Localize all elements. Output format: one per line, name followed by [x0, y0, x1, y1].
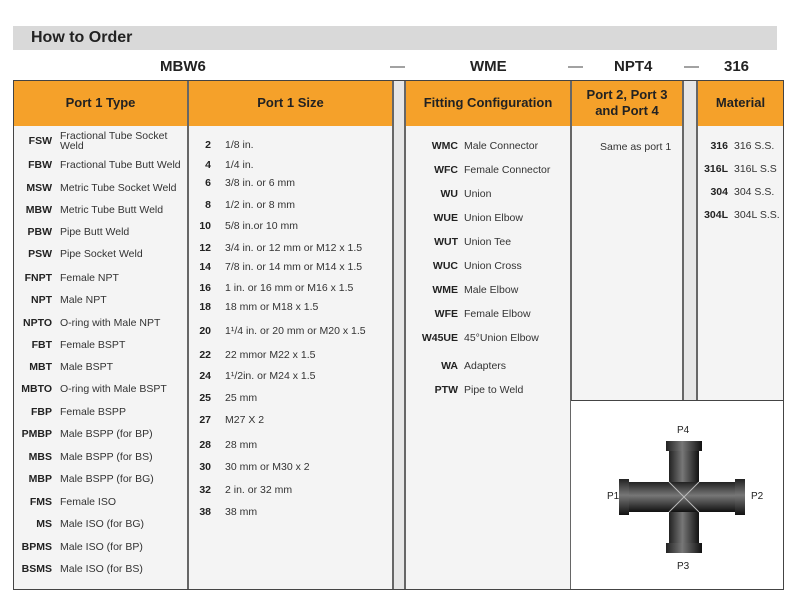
- port1-type-label: Male ISO (for BG): [60, 518, 145, 530]
- port1-size-code: 4: [205, 159, 211, 171]
- port1-type-label: Male ISO (for BS): [60, 563, 143, 575]
- port234-note: Same as port 1: [600, 141, 672, 153]
- section-title: How to Order: [31, 29, 133, 46]
- material-label: 316L S.S: [734, 163, 777, 175]
- port1-type-label: Metric Tube Socket Weld: [60, 182, 177, 194]
- fitting-label: Union Elbow: [464, 212, 523, 224]
- label-p3: P3: [677, 561, 690, 572]
- port1-type-label: Male NPT: [60, 294, 107, 306]
- port1-type-code: PSW: [28, 248, 52, 260]
- fitting-label: Pipe to Weld: [464, 384, 524, 396]
- port1-type-code: PBW: [27, 226, 52, 238]
- material-code: 304: [710, 186, 728, 198]
- port1-size-label: 3/4 in. or 12 mm or M12 x 1.5: [225, 242, 363, 254]
- fitting-code: WME: [432, 284, 458, 296]
- port1-size-code: 22: [199, 349, 211, 361]
- port1-type-code: FBT: [31, 339, 52, 351]
- port1-size-label: 1¹/4 in. or 20 mm or M20 x 1.5: [225, 325, 366, 337]
- port1-size-code: 38: [199, 506, 211, 518]
- port1-type-code: NPT: [31, 294, 52, 306]
- fitting-label: Female Elbow: [464, 308, 531, 320]
- label-p4: P4: [677, 425, 690, 436]
- port1-size-code: 12: [199, 242, 211, 254]
- port1-type-label: Female BSPT: [60, 339, 126, 351]
- port1-size-code: 14: [199, 261, 211, 273]
- fitting-label: Union: [464, 188, 492, 200]
- port1-size-code: 28: [199, 439, 211, 451]
- port1-type-label: Male BSPT: [60, 361, 114, 373]
- port1-type-label: Female BSPP: [60, 406, 126, 418]
- port234-header-line1: Port 2, Port 3: [586, 87, 668, 102]
- port1-size-label: 1/2 in. or 8 mm: [225, 199, 296, 211]
- fitting-header: Fitting Configuration: [406, 80, 570, 126]
- material-label: 304 S.S.: [734, 186, 775, 198]
- port1-size-label: M27 X 2: [225, 414, 265, 426]
- port1-size-code: 32: [199, 484, 211, 496]
- port1-type-code: MBP: [28, 473, 52, 485]
- table-frame: [13, 80, 784, 590]
- port1-type-code: PMBP: [21, 428, 52, 440]
- port1-type-code: FSW: [28, 135, 52, 147]
- code-port234: NPT4: [614, 58, 653, 75]
- port1-type-header: Port 1 Type: [14, 80, 187, 126]
- fitting-code: WFE: [434, 308, 458, 320]
- port1-size-code: 6: [205, 177, 211, 189]
- port1-size-code: 8: [205, 199, 211, 211]
- fitting-code: WMC: [431, 140, 458, 152]
- port1-size-label: 7/8 in. or 14 mm or M14 x 1.5: [225, 261, 363, 273]
- material-label: 316 S.S.: [734, 140, 775, 152]
- port1-type-code: MBW: [25, 204, 52, 216]
- port1-size-code: 18: [199, 301, 211, 313]
- port1-size-label: 5/8 in.or 10 mm: [225, 220, 298, 232]
- fitting-label: Union Tee: [464, 236, 512, 248]
- material-code: 316L: [704, 163, 728, 175]
- port1-type-code: NPTO: [23, 317, 52, 329]
- port1-size-label: 22 mmor M22 x 1.5: [225, 349, 316, 361]
- port1-type-label: O-ring with Male NPT: [60, 317, 161, 329]
- fitting-code: PTW: [434, 384, 458, 396]
- port1-type-label: Fractional Tube Socket Weld: [60, 130, 168, 152]
- port1-size-label: 25 mm: [225, 392, 258, 404]
- fitting-code: WU: [440, 188, 458, 200]
- port1-size-code: 2: [205, 139, 211, 151]
- port1-type-label: Male ISO (for BP): [60, 541, 143, 553]
- port1-size-code: 27: [199, 414, 211, 426]
- port1-size-label: 18 mm or M18 x 1.5: [225, 301, 319, 313]
- material-label: 304L S.S.: [734, 209, 780, 221]
- port1-type-label: O-ring with Male BSPT: [60, 383, 167, 395]
- port1-type-code: MBT: [29, 361, 52, 373]
- code-fitting: WME: [470, 58, 507, 75]
- port1-type-code: FBP: [31, 406, 52, 418]
- port1-size-label: 1 in. or 16 mm or M16 x 1.5: [225, 282, 354, 294]
- port1-size-label: 1/4 in.: [225, 159, 254, 171]
- port1-type-code: MBTO: [21, 383, 52, 395]
- port1-size-label: 2 in. or 32 mm: [225, 484, 293, 496]
- fitting-code: WUT: [434, 236, 458, 248]
- port1-type-label: Pipe Butt Weld: [60, 226, 130, 238]
- port1-type-label: Pipe Socket Weld: [60, 248, 143, 260]
- label-p2: P2: [751, 491, 764, 502]
- port1-type-label: Male BSPP (for BP): [60, 428, 153, 440]
- section-banner: [13, 26, 777, 50]
- port1-size-label: 38 mm: [225, 506, 258, 518]
- port1-type-code: MBS: [28, 451, 52, 463]
- port1-type-label: Male BSPP (for BG): [60, 473, 154, 485]
- fitting-label: 45°Union Elbow: [464, 332, 539, 344]
- fitting-code: WUC: [432, 260, 458, 272]
- port234-header-line2: and Port 4: [595, 103, 659, 118]
- port1-type-label: Female NPT: [60, 272, 119, 284]
- fitting-label: Union Cross: [464, 260, 522, 272]
- material-code: 304L: [704, 209, 728, 221]
- port1-type-code: BSMS: [21, 563, 52, 575]
- code-separator: —: [390, 58, 405, 75]
- fitting-label: Male Elbow: [464, 284, 519, 296]
- fitting-label: Male Connector: [464, 140, 539, 152]
- port1-size-code: 30: [199, 461, 211, 473]
- code-separator: —: [684, 58, 699, 75]
- code-port1: MBW6: [160, 58, 206, 75]
- code-material: 316: [724, 58, 750, 75]
- port1-size-code: 10: [199, 220, 211, 232]
- port1-type-code: MSW: [26, 182, 52, 194]
- port1-size-label: 30 mm or M30 x 2: [225, 461, 310, 473]
- port1-size-code: 16: [199, 282, 211, 294]
- port1-size-label: 28 mm: [225, 439, 258, 451]
- material-code: 316: [710, 140, 728, 152]
- port1-type-label: Fractional Tube Butt Weld: [60, 159, 181, 171]
- fitting-code: W45UE: [421, 332, 458, 344]
- port1-size-code: 24: [199, 370, 211, 382]
- fitting-code: WA: [441, 360, 458, 372]
- port1-size-label: 1/8 in.: [225, 139, 254, 151]
- port1-type-code: FNPT: [24, 272, 52, 284]
- fitting-code: WUE: [433, 212, 458, 224]
- material-header: Material: [698, 80, 783, 126]
- port1-size-code: 25: [199, 392, 211, 404]
- port1-type-code: MS: [36, 518, 52, 530]
- port1-type-code: FBW: [28, 159, 52, 171]
- port1-type-label: Male BSPP (for BS): [60, 451, 153, 463]
- port1-type-code: BPMS: [21, 541, 52, 553]
- label-p1: P1: [607, 491, 620, 502]
- port1-size-header: Port 1 Size: [189, 80, 392, 126]
- code-separator: —: [568, 58, 583, 75]
- fitting-label: Adapters: [464, 360, 507, 372]
- port1-type-code: FMS: [29, 496, 52, 508]
- port1-type-label: Female ISO: [60, 496, 117, 508]
- port1-type-label: Metric Tube Butt Weld: [60, 204, 164, 216]
- port1-size-label: 1¹/2in. or M24 x 1.5: [225, 370, 316, 382]
- fitting-label: Female Connector: [464, 164, 551, 176]
- fitting-code: WFC: [434, 164, 458, 176]
- port1-size-label: 3/8 in. or 6 mm: [225, 177, 296, 189]
- port1-size-code: 20: [199, 325, 211, 337]
